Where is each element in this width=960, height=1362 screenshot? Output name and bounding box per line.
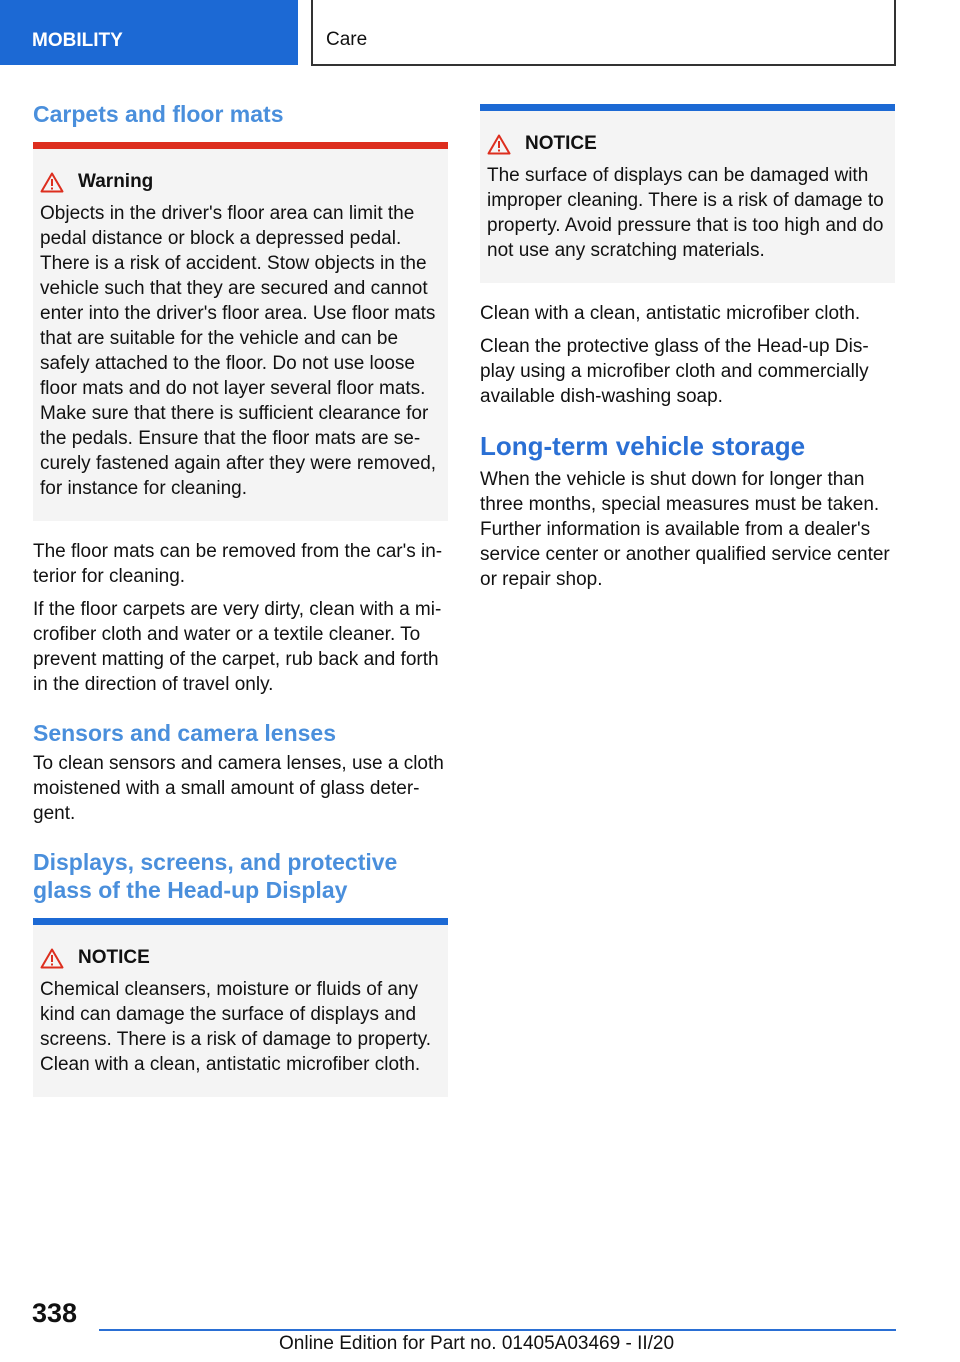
footer-rule [99, 1329, 896, 1331]
clean-paragraph: Clean with a clean, antistatic microfiber cloth. [480, 303, 861, 324]
warning-text: Objects in the driver's floor area can limit the pedal distance or block a depressed pedal. There is a risk of accident. Stow objects in the vehicle such that they are secured and cannot enter into the driver's floor area. Use floor mats that are suitable for the vehicle and can be safely attached to the floor. Do not use loose floor mats and do not layer several floor mats. Make sure that there is sufficient clearance for the pedals. Ensure that the floor mats are se‐curely fastened again after they were removed, for instance for cleaning. [40, 203, 437, 499]
footer-edition: Online Edition for Part no. 01405A03469 - II/20 [279, 1333, 675, 1354]
warning-triangle-icon [40, 948, 64, 969]
notice-text-right: The surface of displays can be damaged with improper cleaning. There is a risk of damage to property. Avoid pressure that is too high and do not use any scratching materials. [487, 165, 884, 261]
header-chapter: Care [311, 0, 896, 66]
warning-title-row [40, 171, 440, 193]
displays-heading: Displays, screens, and protective glass of the Head‐up Display [33, 849, 398, 903]
notice-box-left [33, 918, 448, 1097]
header-section-tab: MOBILITY [0, 0, 298, 65]
carpets-paragraph-2: If the floor carpets are very dirty, clean with a mi‐crofiber cloth and water or a textile cleaner. To prevent matting of the carpet, rub back and forth in the direction of travel only. [33, 599, 442, 695]
warning-triangle-icon [40, 172, 64, 193]
notice-title-row-right [487, 133, 887, 155]
headup-glass-paragraph: Clean the protective glass of the Head-up Dis‐play using a microfiber cloth and commercially available dish-washing soap. [480, 336, 869, 407]
sensors-paragraph: To clean sensors and camera lenses, use a cloth moistened with a small amount of glass deter‐gent. [33, 753, 444, 824]
page-number: 338 [32, 1298, 78, 1328]
notice-box-right [480, 104, 895, 283]
notice-text-left: Chemical cleansers, moisture or fluids of any kind can damage the surface of displays and screens. There is a risk of damage to property. Clean with a clean, antistatic microfiber cloth. [40, 979, 432, 1075]
notice-title-left: NOTICE [78, 947, 150, 968]
storage-heading: Long-term vehicle storage [480, 431, 806, 461]
storage-paragraph: When the vehicle is shut down for longer than three months, special measures must be taken. Further information is available from a dealer's service center or another qualified service center or repair shop. [480, 469, 890, 590]
notice-title-row-left [40, 947, 440, 969]
carpets-paragraph-1: The floor mats can be removed from the car's in‐terior for cleaning. [33, 541, 443, 587]
warning-triangle-icon [487, 134, 511, 155]
warning-box [33, 142, 448, 521]
notice-title-right: NOTICE [525, 133, 597, 154]
sensors-heading: Sensors and camera lenses [33, 720, 336, 746]
warning-title: Warning [78, 171, 154, 192]
left-column [33, 100, 448, 1115]
right-column [480, 104, 895, 600]
carpets-heading: Carpets and floor mats [33, 101, 284, 127]
